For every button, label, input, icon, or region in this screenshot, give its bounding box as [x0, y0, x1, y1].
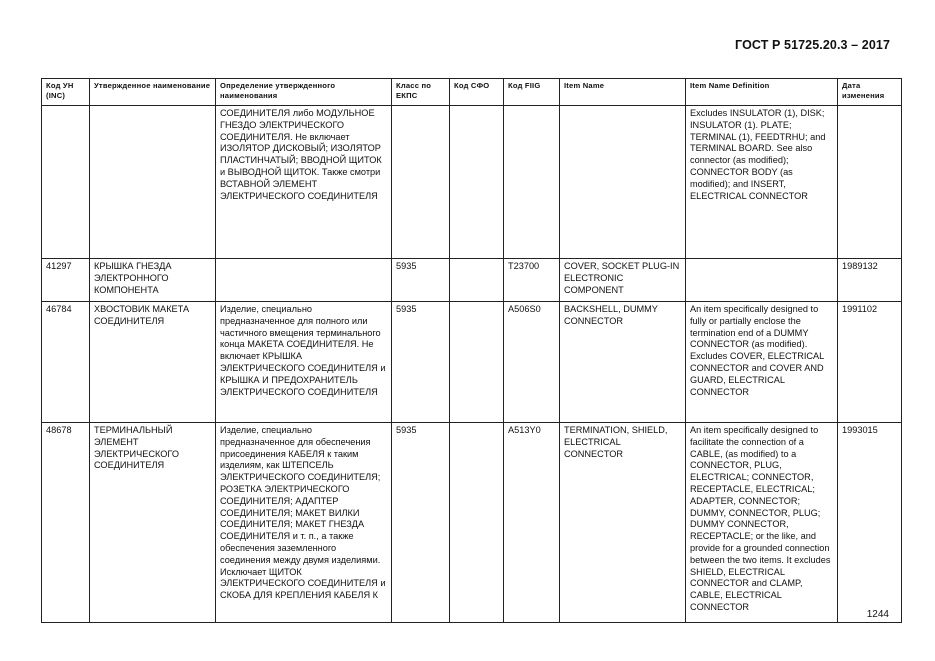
change-date-cell: 1989132 — [838, 259, 902, 302]
change-date-cell — [838, 106, 902, 259]
col-header-sfo-code: Код СФО — [450, 79, 504, 106]
table-row — [42, 259, 902, 302]
item-name-cell: TERMINATION, SHIELD, ELECTRICAL CONNECTOR — [560, 423, 686, 623]
col-header-fiig-code: Код FIIG — [504, 79, 560, 106]
item-name-definition-cell: An item specifically designed to facilitate the connection of a CABLE, (as modified) to a CONNECTOR, PLUG, ELECTRICAL; CONNECTOR, RECEPTACLE, ELECTRICAL; ADAPTER, CONNECTOR; DUMMY, CONNECTOR, PLUG; DUMMY CONNECTOR, RECEPTACLE; or the like, and provide for a grounded connection between the two items. It excludes SHIELD, ELECTRICAL CONNECTOR and CLAMP, CABLE, ELECTRICAL CONNECTOR — [686, 423, 838, 623]
item-name-definition-cell: Excludes INSULATOR (1), DISK; INSULATOR (1). PLATE; TERMINAL (1), FEEDTRHU; and TERMINAL BOARD. See also connector (as modified); CONNECTOR BODY (as modified); and INSERT, ELECTRICAL CONNECTOR — [686, 106, 838, 259]
item-name-cell: BACKSHELL, DUMMY CONNECTOR — [560, 302, 686, 423]
definition-cell — [216, 259, 392, 302]
table-body — [42, 106, 902, 623]
ekps-class-cell: 5935 — [392, 423, 450, 623]
definition-cell: Изделие, специально предназначенное для полного или частичного вмещения терминального конца МАКЕТА СОЕДИНИТЕЛЯ. Не включает КРЫШКА ЭЛЕКТРИЧЕСКОГО СОЕДИНИТЕЛЯ и КРЫШКА И ПРЕДОХРАНИТЕЛЬ ЭЛЕКТРИЧЕСКОГО СОЕДИНИТЕЛЯ — [216, 302, 392, 423]
item-name-definition-cell: An item specifically designed to fully or partially enclose the termination end of a DUMMY CONNECTOR (as modified). Excludes COVER, ELECTRICAL CONNECTOR and COVER AND GUARD, ELECTRICAL CONNECTOR — [686, 302, 838, 423]
col-header-item-name: Item Name — [560, 79, 686, 106]
approved-name-cell: ХВОСТОВИК МАКЕТА СОЕДИНИТЕЛЯ — [90, 302, 216, 423]
inc-cell — [42, 106, 90, 259]
table-header-row — [42, 79, 902, 106]
inc-cell: 46784 — [42, 302, 90, 423]
inc-cell: 41297 — [42, 259, 90, 302]
fiig-code-cell: A506S0 — [504, 302, 560, 423]
item-name-cell: COVER, SOCKET PLUG-IN ELECTRONIC COMPONENT — [560, 259, 686, 302]
approved-name-cell: ТЕРМИНАЛЬНЫЙ ЭЛЕМЕНТ ЭЛЕКТРИЧЕСКОГО СОЕДИНИТЕЛЯ — [90, 423, 216, 623]
table-row — [42, 302, 902, 423]
sfo-code-cell — [450, 302, 504, 423]
col-header-inc: Код УН (INC) — [42, 79, 90, 106]
col-header-change-date: Дата изменения — [838, 79, 902, 106]
approved-name-cell — [90, 106, 216, 259]
ekps-class-cell: 5935 — [392, 302, 450, 423]
approved-name-cell: КРЫШКА ГНЕЗДА ЭЛЕКТРОННОГО КОМПОНЕНТА — [90, 259, 216, 302]
definition-cell: СОЕДИНИТЕЛЯ либо МОДУЛЬНОЕ ГНЕЗДО ЭЛЕКТРИЧЕСКОГО СОЕДИНИТЕЛЯ. Не включает ИЗОЛЯТОР ДИСКОВЫЙ; ИЗОЛЯТОР ПЛАСТИНЧАТЫЙ; ВВОДНОЙ ЩИТОК и ВЫВОДНОЙ ЩИТОК. Также смотри ВСТАВНОЙ ЭЛЕМЕНТ ЭЛЕКТРИЧЕСКОГО СОЕДИНИТЕЛЯ — [216, 106, 392, 259]
page-number: 1244 — [866, 609, 889, 620]
standard-designation: ГОСТ Р 51725.20.3 – 2017 — [735, 38, 890, 52]
inc-cell: 48678 — [42, 423, 90, 623]
item-name-definition-cell — [686, 259, 838, 302]
col-header-ekps-class: Класс по ЕКПС — [392, 79, 450, 106]
sfo-code-cell — [450, 259, 504, 302]
definition-cell: Изделие, специально предназначенное для обеспечения присоединения КАБЕЛЯ к таким изделиям, как ШТЕПСЕЛЬ ЭЛЕКТРИЧЕСКОГО СОЕДИНИТЕЛЯ; РОЗЕТКА ЭЛЕКТРИЧЕСКОГО СОЕДИНИТЕЛЯ; АДАПТЕР СОЕДИНИТЕЛЯ; МАКЕТ ВИЛКИ СОЕДИНИТЕЛЯ; МАКЕТ ГНЕЗДА СОЕДИНИТЕЛЯ и т. п., а также обеспечения заземленного соединения между двумя изделиями. Исключает ЩИТОК ЭЛЕКТРИЧЕСКОГО СОЕДИНИТЕЛЯ и СКОБА ДЛЯ КРЕПЛЕНИЯ КАБЕЛЯ К — [216, 423, 392, 623]
col-header-approved-name: Утвержденное наименование — [90, 79, 216, 106]
col-header-definition: Определение утвержденного наименования — [216, 79, 392, 106]
col-header-item-name-definition: Item Name Definition — [686, 79, 838, 106]
ekps-class-cell — [392, 106, 450, 259]
ekps-class-cell: 5935 — [392, 259, 450, 302]
table-row — [42, 106, 902, 259]
sfo-code-cell — [450, 106, 504, 259]
nomenclature-table — [41, 78, 902, 623]
table-row — [42, 423, 902, 623]
fiig-code-cell: T23700 — [504, 259, 560, 302]
change-date-cell: 1991102 — [838, 302, 902, 423]
change-date-cell: 1993015 — [838, 423, 902, 623]
item-name-cell — [560, 106, 686, 259]
sfo-code-cell — [450, 423, 504, 623]
fiig-code-cell — [504, 106, 560, 259]
fiig-code-cell: A513Y0 — [504, 423, 560, 623]
